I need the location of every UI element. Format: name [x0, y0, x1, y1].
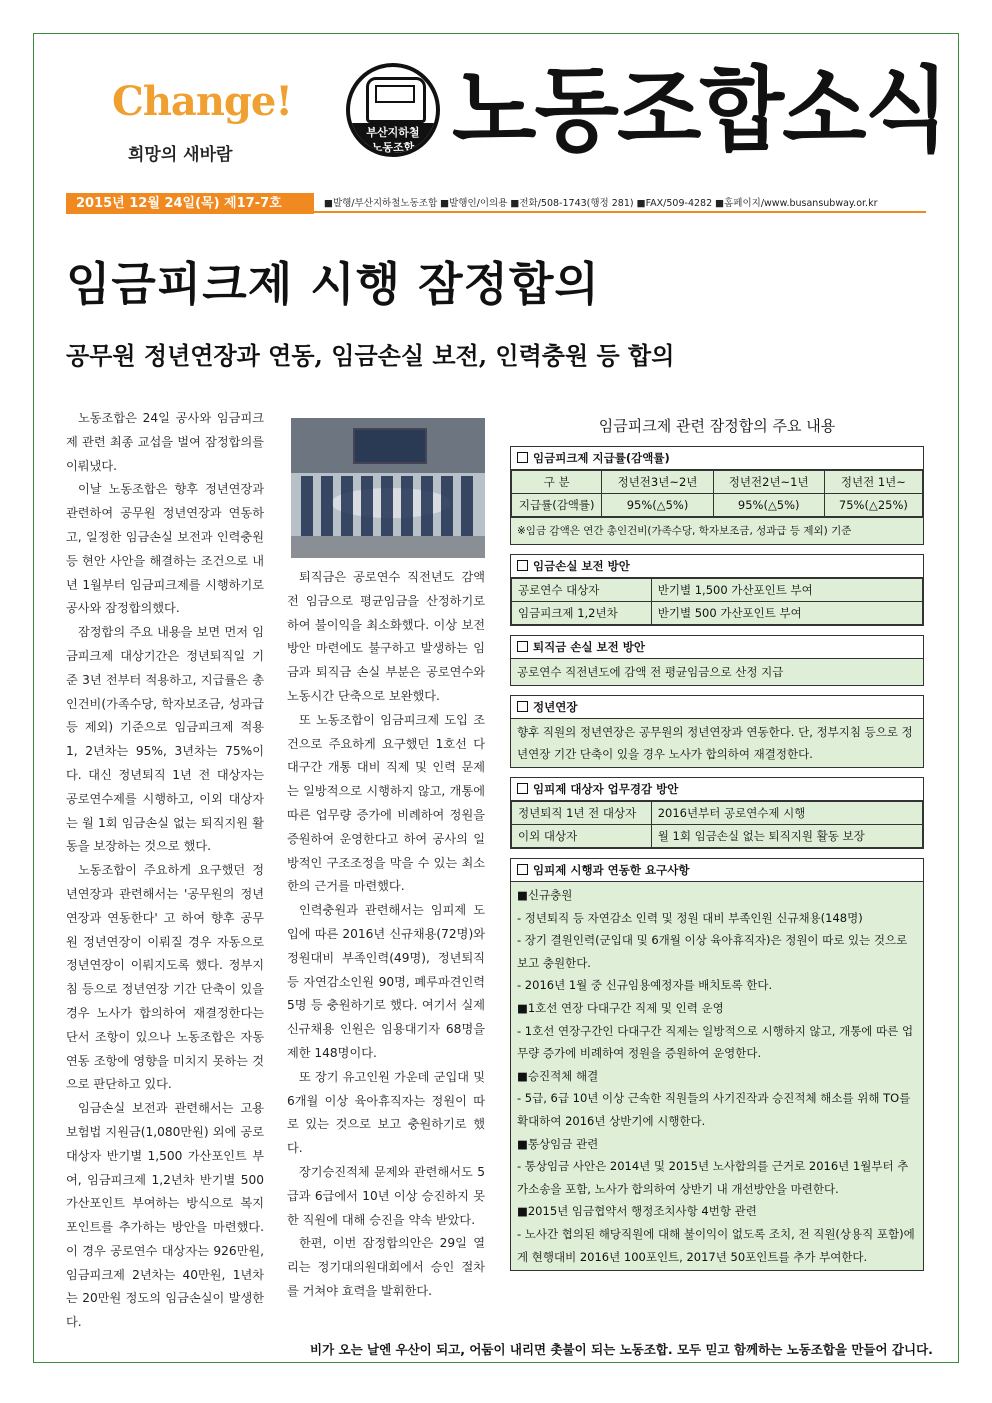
- newsletter-title: 노동조합소식: [452, 56, 948, 164]
- list-item: ■신규충원: [517, 888, 573, 902]
- list-item: - 통상임금 사안은 2014년 및 2015년 노사합의를 근거로 2016년 1월부터 추가소송을 포함, 노사가 합의하여 상반기 내 개선방안을 마련한다.: [517, 1159, 909, 1196]
- box-header: 임피제 대상자 업무경감 방안: [533, 782, 679, 796]
- table-cell: 월 1회 임금손실 없는 퇴직지원 활동 보장: [651, 825, 922, 848]
- date-issue-bar: 2015년 12월 24일(목) 제17-7호: [66, 193, 314, 214]
- table-header-cell: 정년전2년~1년: [713, 471, 824, 494]
- union-logo: [346, 63, 440, 157]
- table-header-cell: 구 분: [512, 471, 602, 494]
- list-item: - 노사간 협의된 해당직원에 대해 불이익이 없도록 조치, 전 직원(상용직 포함)에게 현행대비 2016년 100포인트, 2017년 50포인트를 추가 부여한다.: [517, 1226, 915, 1264]
- demands-box: [510, 858, 924, 1271]
- list-item: - 장기 결원인력(군입대 및 6개월 이상 육아휴직자)은 정원이 따로 있는 것으로 보고 충원한다.: [517, 933, 908, 970]
- info-divider: [314, 211, 926, 213]
- box-text: 공로연수 직전년도에 감액 전 평균임금으로 산정 지급: [511, 659, 923, 685]
- train-icon: [366, 77, 426, 123]
- box-header: 임금피크제 지급률(감액률): [533, 451, 670, 465]
- list-item: - 2016년 1월 중 신규임용예정자를 배치토록 한다.: [517, 978, 773, 993]
- checkbox-square-icon: [517, 783, 528, 794]
- summary-panel: [510, 446, 924, 1280]
- retirement-extension-box: [510, 695, 924, 768]
- checkbox-square-icon: [517, 701, 528, 712]
- paragraph: 장기승진적체 문제와 관련해서도 5급과 6급에서 10년 이상 승진하지 못한 직원에 대해 승진을 약속 받았다.: [287, 1164, 485, 1227]
- table-cell: 공로연수 대상자: [512, 579, 652, 602]
- table-cell: 95%(△5%): [713, 494, 824, 517]
- workload-box: [510, 777, 924, 849]
- box-header: 임금손실 보전 방안: [533, 559, 630, 573]
- paragraph: 이날 노동조합은 향후 정년연장과 관련하여 공무원 정년연장과 연동하고, 일정한 임금손실 보전과 인력충원 등 현안 사안을 해결하는 조건으로 내년 1월부터 임금피크제를 시행하기로 공사와 잠정합의했다.: [66, 482, 264, 616]
- pay-rate-table: [511, 470, 923, 517]
- meeting-photo: [291, 418, 485, 558]
- change-slogan: Change!: [112, 78, 292, 125]
- paragraph: 임금손실 보전과 관련해서는 고용보험법 지원금(1,080만원) 외에 공로대상자 반기별 1,500 가산포인트 부여, 임금피크제 1,2년차 반기별 500 가산포인트 부여하는 방식으로 복지포인트를 추가하는 방안을 마련했다. 이 경우 공로연수 대상자는 926만원, 임금피크제 2년차는 40만원, 1년차는 20만원 정도의 임금손실이 발생한다.: [66, 1101, 264, 1330]
- list-item: ■통상임금 관련: [517, 1136, 599, 1151]
- paragraph: 한편, 이번 잠정합의안은 29일 열리는 정기대의원대회에서 승인 절차를 거쳐야 효력을 발휘한다.: [287, 1236, 485, 1298]
- box-text: 향후 직원의 정년연장은 공무원의 정년연장과 연동한다. 단, 정부지침 등으로 정년연장 기간 단축이 있을 경우 노사가 합의하여 재결정한다.: [511, 719, 923, 767]
- paragraph: 또 노동조합이 임금피크제 도입 조건으로 주요하게 요구했던 1호선 다대구간 개통 대비 직제 및 인력 문제는 일방적으로 시행하지 않고, 개통에 따른 업무량 증가에 비례하여 정원을 증원하여 운영한다고 하여 공사의 일방적인 구조조정을 막을 수 있는 최소한의 근거를 마련했다.: [287, 712, 485, 894]
- checkbox-square-icon: [517, 864, 528, 875]
- table-cell: 반기별 500 가산포인트 부여: [651, 602, 922, 625]
- checkbox-square-icon: [517, 560, 528, 571]
- paragraph: 잠정합의 주요 내용을 보면 먼저 임금피크제 대상기간은 정년퇴직일 기준 3년 전부터 적용하고, 지급률은 총인건비(가족수당, 학자보조금, 성과급 등 제외) 기준으로 임금피크제 적용 1, 2년차는 95%, 3년차는 75%이다. 대신 정년퇴직 1년 전 대상자는 공로연수제를 시행하고, 이외 대상자는 월 1회 임금손실 없는 퇴직지원 활동을 보장하는 것으로 했다.: [66, 625, 264, 854]
- table-cell: 95%(△5%): [602, 494, 713, 517]
- list-item: - 1호선 연장구간인 다대구간 직제는 일방적으로 시행하지 않고, 개통에 따른 업무량 증가에 비례하여 정원을 증원하여 운영한다.: [517, 1023, 914, 1061]
- paragraph: 또 장기 유고인원 가운데 군입대 및 6개월 이상 육아휴직자는 정원이 따로 있는 것으로 보고 충원하기로 했다.: [287, 1069, 485, 1156]
- wage-loss-box: [510, 554, 924, 626]
- table-cell: 2016년부터 공로연수제 시행: [651, 802, 922, 825]
- table-header-cell: 정년전3년~2년: [602, 471, 713, 494]
- article-column-2: [287, 566, 485, 1304]
- table-cell: 이외 대상자: [512, 825, 652, 848]
- list-item: ■1호선 연장 다대구간 직제 및 인력 운영: [517, 1000, 724, 1015]
- paragraph: 노동조합은 24일 공사와 임금피크제 관련 최종 교섭을 벌여 잠정합의를 이뤄냈다.: [66, 411, 264, 473]
- box-note: ※임금 감액은 연간 총인건비(가족수당, 학자보조금, 성과급 등 제외) 기준: [511, 517, 923, 544]
- list-item: ■승진적체 해결: [517, 1068, 599, 1083]
- headline: 임금피크제 시행 잠정합의: [66, 257, 600, 311]
- logo-text-1: 부산지하철: [366, 126, 420, 139]
- box-header: 정년연장: [533, 700, 578, 714]
- checkbox-square-icon: [517, 452, 528, 463]
- article-column-1: [66, 407, 264, 1335]
- table-cell: 정년퇴직 1년 전 대상자: [512, 802, 652, 825]
- severance-box: [510, 635, 924, 686]
- box-header: 임피제 시행과 연동한 요구사항: [533, 863, 690, 877]
- table-header-cell: 정년전 1년~: [824, 471, 922, 494]
- list-item: - 5급, 6급 10년 이상 근속한 직원들의 사기진작과 승진적체 해소를 위해 TO를 확대하여 2016년 상반기에 시행한다.: [517, 1091, 911, 1128]
- publisher-info: ■발행/부산지하철노동조합 ■발행인/이의용 ■전화/508-1743(행정 281) ■FAX/509-4282 ■홈페이지/www.busansubway.or.kr: [324, 198, 878, 209]
- list-item: ■2015년 임금협약서 행정조치사항 4번항 관련: [517, 1204, 757, 1219]
- logo-text-2: 노동조합: [371, 141, 415, 154]
- checkbox-square-icon: [517, 641, 528, 652]
- table-cell: 반기별 1,500 가산포인트 부여: [651, 579, 922, 602]
- table-cell: 75%(△25%): [824, 494, 922, 517]
- paragraph: 노동조합이 주요하게 요구했던 정년연장과 관련해서는 '공무원의 정년연장과 연동한다' 고 하여 향후 공무원 정년연장이 이뤄질 경우 자동으로 정년연장이 이뤄지도록 했다. 정부지침 등으로 정년연장 기간 단축이 있을 경우 노사가 합의하여 재결정한다는 단서 조항이 있으나 노동조합은 자동 연동 조항에 영향을 미치지 못하는 것으로 판단하고 있다.: [66, 863, 264, 1092]
- subheadline: 공무원 정년연장과 연동, 임금손실 보전, 인력충원 등 합의: [66, 341, 675, 370]
- table-cell: 임금피크제 1,2년차: [512, 602, 652, 625]
- list-item: - 정년퇴직 등 자연감소 인력 및 정원 대비 부족인원 신규채용(148명): [517, 910, 863, 925]
- box-header: 퇴직금 손실 보전 방안: [533, 640, 645, 654]
- paragraph: 인력충원과 관련해서는 임피제 도입에 따른 2016년 신규채용(72명)와 정원대비 부족인력(49명), 정년퇴직 등 자연감소인원 90명, 폐루파견인력 5명 등 충원하기로 했다. 여기서 실제 신규채용 인원은 임용대기자 68명을 제한 148명이다.: [287, 903, 485, 1060]
- summary-title: 임금피크제 관련 잠정합의 주요 내용: [598, 417, 836, 435]
- table-cell: 지급률(감액률): [512, 494, 602, 517]
- pay-rate-box: [510, 446, 924, 545]
- hope-slogan: 희망의 새바람: [128, 145, 233, 165]
- paragraph: 퇴직금은 공로연수 직전년도 감액 전 임금으로 평균임금을 산정하기로 하여 불이익을 최소화했다. 이상 보전 방안 마련에도 불구하고 발생하는 임금과 퇴직금 손실 부분은 공로연수와 노동시간 단축으로 보완했다.: [287, 570, 485, 703]
- footer-slogan: 비가 오는 날엔 우산이 되고, 어둠이 내리면 촛불이 되는 노동조합. 모두 믿고 함께하는 노동조합을 만들어 갑니다.: [310, 1342, 933, 1357]
